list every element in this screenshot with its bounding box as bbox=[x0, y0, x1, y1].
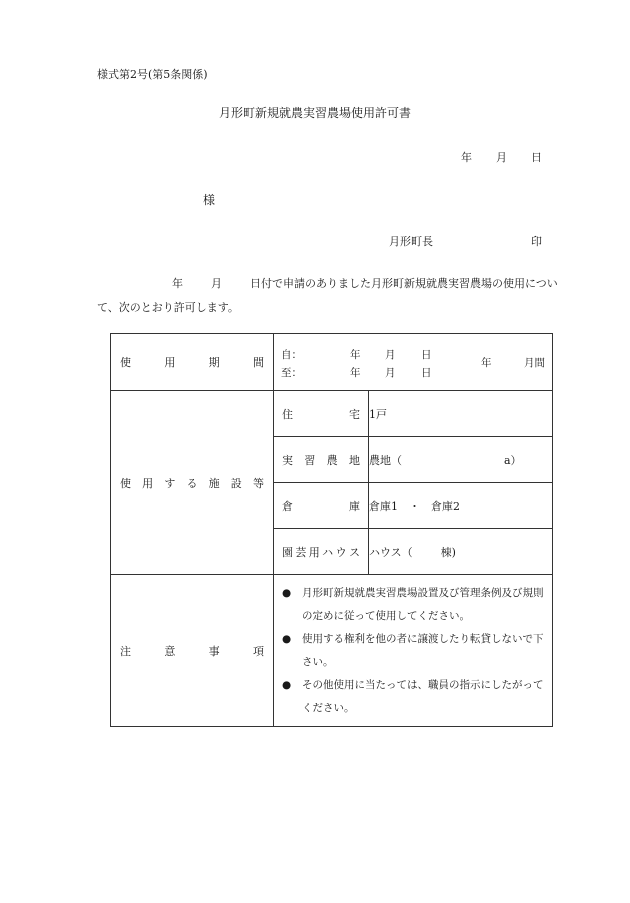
from-month: 月 bbox=[385, 349, 396, 361]
label-char: 芸 bbox=[295, 545, 307, 559]
note-text: 月形町新規就農実習農場設置及び管理条例及び規則の定めに従って使用してください。 bbox=[302, 586, 544, 622]
body-text: 日付で申請のありました月形町新規就農実習農場の使用について、次のとおり許可します。 bbox=[97, 277, 558, 314]
greenhouse-suffix: 棟) bbox=[440, 545, 456, 559]
label-char: 用 bbox=[308, 545, 320, 559]
label-char: る bbox=[186, 476, 198, 490]
warehouse-label bbox=[274, 483, 369, 529]
from-year: 年 bbox=[350, 349, 361, 361]
label-char: 用 bbox=[142, 476, 154, 490]
notes-content bbox=[274, 575, 553, 727]
seal-mark: 印 bbox=[531, 235, 542, 248]
label-char: ハ bbox=[322, 545, 334, 559]
note-item bbox=[282, 674, 544, 720]
body-month: 月 bbox=[211, 277, 222, 290]
notes-label bbox=[111, 575, 274, 727]
date-month: 月 bbox=[496, 151, 507, 164]
period-value bbox=[274, 334, 553, 391]
form-number: 様式第2号(第5条関係) bbox=[97, 68, 208, 81]
bullet-icon: ● bbox=[282, 632, 292, 645]
warehouse-value: 倉庫1 ・ 倉庫2 bbox=[369, 483, 553, 529]
greenhouse-prefix: ハウス（ bbox=[369, 545, 413, 559]
label-char: 農 bbox=[326, 453, 338, 467]
notes-list bbox=[274, 576, 552, 726]
greenhouse-value bbox=[369, 529, 553, 575]
date-year: 年 bbox=[461, 151, 472, 164]
label-char: 園 bbox=[282, 545, 293, 559]
notes-row bbox=[111, 575, 553, 727]
farmland-suffix: a） bbox=[504, 453, 522, 467]
period-row bbox=[111, 334, 553, 391]
practice-farmland-value bbox=[369, 437, 553, 483]
date-day: 日 bbox=[531, 151, 542, 164]
label-char: ウ bbox=[335, 545, 347, 559]
label-char: 用 bbox=[164, 356, 176, 369]
label-char: す bbox=[164, 476, 176, 490]
from-day: 日 bbox=[421, 349, 432, 361]
from-label: 自： bbox=[281, 349, 302, 361]
label-char: 設 bbox=[230, 476, 242, 490]
label-char: 使 bbox=[120, 356, 131, 369]
practice-farmland-label bbox=[274, 437, 369, 483]
permission-statement bbox=[97, 272, 567, 320]
label-char: 等 bbox=[252, 476, 264, 490]
label-char: 注 bbox=[120, 644, 131, 658]
label-char: 意 bbox=[164, 644, 176, 658]
label-char: 庫 bbox=[349, 499, 360, 513]
to-year: 年 bbox=[350, 367, 361, 379]
label-char: 倉 bbox=[282, 499, 293, 513]
facilities-label bbox=[111, 391, 274, 575]
label-char: ス bbox=[348, 545, 360, 559]
to-day: 日 bbox=[421, 367, 432, 379]
facility-row bbox=[111, 391, 553, 437]
note-item bbox=[282, 582, 544, 628]
addressee-suffix: 様 bbox=[203, 193, 216, 207]
bullet-icon: ● bbox=[282, 586, 292, 599]
label-char: 住 bbox=[282, 407, 293, 421]
to-month: 月 bbox=[385, 367, 396, 379]
permit-table bbox=[110, 333, 553, 727]
housing-label bbox=[274, 391, 369, 437]
label-char: 実 bbox=[282, 453, 293, 467]
label-char: 使 bbox=[120, 476, 131, 490]
bullet-icon: ● bbox=[282, 678, 292, 691]
issuer-name: 月形町長 bbox=[389, 235, 433, 248]
label-char: 習 bbox=[304, 453, 316, 467]
to-label: 至： bbox=[281, 367, 302, 379]
label-char: 地 bbox=[348, 453, 360, 467]
note-item bbox=[282, 628, 544, 674]
label-char: 期 bbox=[208, 356, 220, 369]
period-label bbox=[111, 334, 274, 391]
document-title: 月形町新規就農実習農場使用許可書 bbox=[218, 106, 411, 120]
housing-value: 1戸 bbox=[369, 391, 553, 437]
note-text: 使用する権利を他の者に譲渡したり転貸しないで下さい。 bbox=[302, 632, 544, 668]
label-char: 事 bbox=[208, 644, 220, 658]
duration-year: 年 bbox=[481, 357, 492, 369]
label-char: 宅 bbox=[349, 407, 360, 421]
duration-months: 月間 bbox=[524, 357, 545, 369]
farmland-prefix: 農地（ bbox=[369, 453, 402, 467]
label-char: 施 bbox=[208, 476, 220, 490]
body-year: 年 bbox=[172, 277, 183, 290]
greenhouse-label bbox=[274, 529, 369, 575]
label-char: 間 bbox=[252, 356, 264, 369]
note-text: その他使用に当たっては、職員の指示にしたがってください。 bbox=[302, 678, 544, 714]
label-char: 項 bbox=[252, 644, 264, 658]
